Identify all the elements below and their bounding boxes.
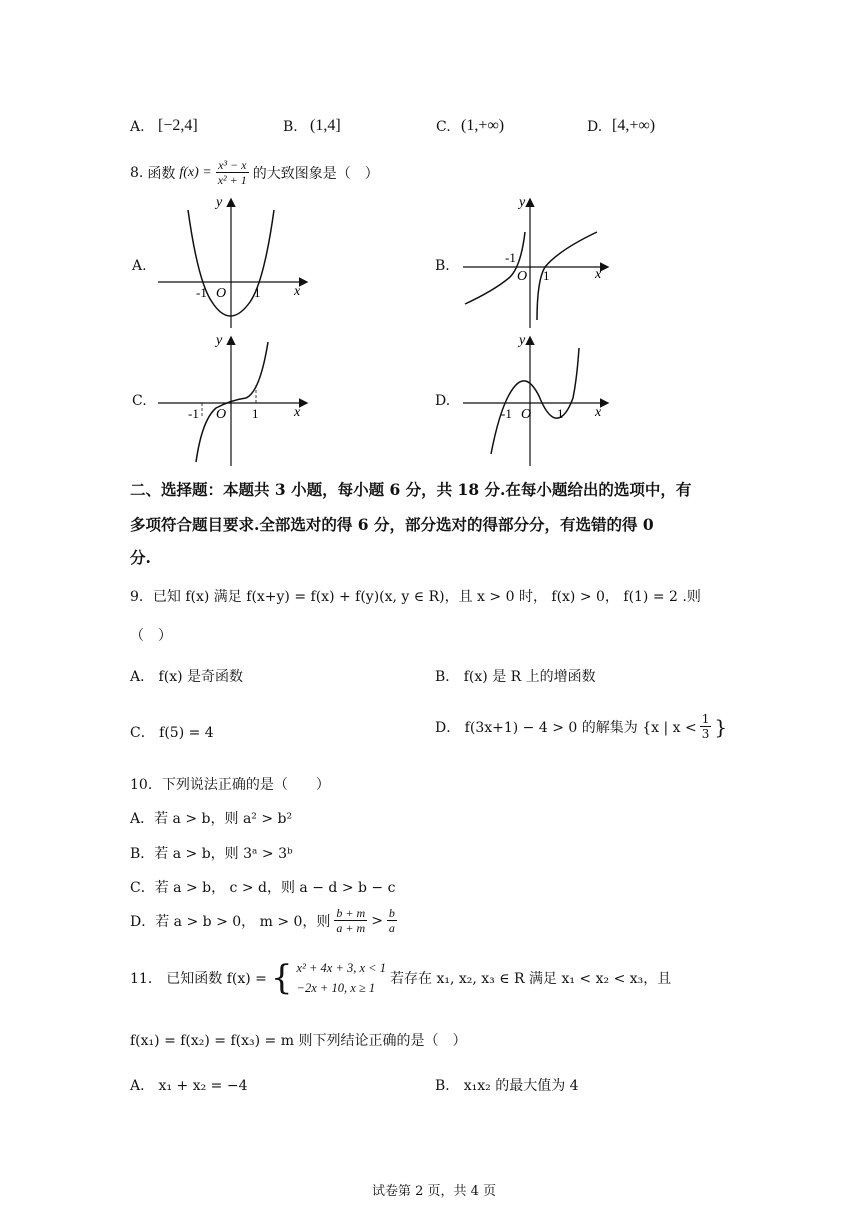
q9-option-d-end: } [714,714,728,739]
q7-option-d-label: D. [587,119,603,135]
q11-suffix: 若存在 x₁, x₂, x₃ ∈ R 满足 x₁ < x₂ < x₃，且 [390,971,672,987]
q10-option-c: C．若 a > b， c > d，则 a − d > b − c [130,880,396,896]
section2-line2: 多项符合题目要求.全部选对的得 6 分，部分选对的得部分分，有选错的得 0 [130,515,654,534]
q8-stem [130,158,379,187]
section2-line3: 分. [130,548,151,567]
graph-c-neg: -1 [188,406,199,421]
graph-c-y: y [216,333,223,348]
q8-number: 8. [130,164,144,181]
q8-graph-d-label: D. [435,393,451,409]
q7-option-c-value: (1,+∞) [461,117,505,134]
graph-d-origin: O [521,407,532,422]
q7-option-b-value: (1,4] [310,117,341,134]
q8-graph-c-label: C. [132,393,147,409]
graph-b [455,192,625,332]
graph-b-x: x [595,267,602,282]
q11-cases [297,958,386,998]
q11-line2: f(x₁) = f(x₂) = f(x₃) = m 则下列结论正确的是（ ） [130,1033,467,1049]
q10-option-d-left-fraction [334,906,367,935]
q9-option-d-text: D． f(3x+1) − 4 > 0 的解集为 {x | x < [435,719,697,736]
graph-d [455,330,625,470]
graph-c-origin: O [216,407,227,422]
q9-option-d-num: 1 [701,712,710,726]
graph-d-y: y [519,333,526,348]
graph-d-x: x [595,405,602,420]
q10-option-d-lden: a + m [336,921,366,935]
graph-a-x: x [294,284,301,299]
q8-graph-a-label: A. [132,258,147,274]
graph-d-curve [491,348,579,454]
graph-c-curve [196,342,268,462]
q10-option-d-lnum: b + m [336,906,366,920]
graph-d-pos: 1 [557,406,564,421]
q7-option-a-value: [−2,4] [158,117,198,134]
q10-option-d-gt: > [371,912,383,929]
q7-option-c-label: C. [436,119,451,135]
q10-stem: 10．下列说法正确的是（ ） [130,777,330,793]
graph-a-origin: O [216,286,227,301]
graph-a [150,192,320,332]
q11-prefix: 11． 已知函数 f(x) = [130,971,267,987]
q7-option-d-value: [4,+∞) [612,117,656,134]
q11-case2: −2x + 10, x ≥ 1 [296,981,376,995]
q8-denominator: x² + 1 [217,173,247,187]
q10-option-d [130,906,397,935]
q10-option-d-text: D．若 a > b > 0， m > 0，则 [130,913,331,930]
graph-a-neg: -1 [196,285,207,300]
q11-stem [130,958,671,998]
q7-option-a-label: A. [130,119,145,135]
q10-option-d-rnum: b [388,906,395,920]
q10-option-b: B．若 a > b，则 3ᵃ > 3ᵇ [130,846,293,862]
q11-brace: { [270,958,293,998]
graph-b-left-curve [465,232,528,304]
graph-b-y: y [519,195,526,210]
graph-d-neg: -1 [501,406,512,421]
graph-a-y: y [216,195,223,210]
graph-c-pos: 1 [252,406,259,421]
q9-option-b: B． f(x) 是 R 上的增函数 [435,669,596,685]
q11-option-b: B． x₁x₂ 的最大值为 4 [435,1078,579,1094]
graph-c-x: x [294,405,301,420]
q7-option-b-label: B. [283,119,298,135]
q9-option-a: A． f(x) 是奇函数 [130,669,244,685]
q10-option-d-right-fraction [387,906,397,935]
q11-case1: x² + 4x + 3, x < 1 [296,961,386,975]
q10-option-d-rden: a [388,921,395,935]
q9-option-d-den: 3 [701,727,710,741]
q9-option-d [435,712,727,741]
q8-suffix: 的大致图象是（ ） [252,165,379,182]
graph-a-pos: 1 [254,285,261,300]
q9-stem: 9．已知 f(x) 满足 f(x+y) = f(x) + f(y)(x, y ∈ R)，且 x > 0 时， f(x) > 0， f(1) = 2 .则 [130,589,701,605]
graph-c [150,330,320,470]
q8-graph-b-label: B. [435,258,450,274]
q8-func: f(x) = [179,164,212,180]
q8-fraction [216,158,249,187]
graph-b-pos: 1 [543,268,550,283]
q9-paren: （ ） [130,628,172,644]
page-footer: 试卷第 2 页，共 4 页 [371,1184,497,1199]
q9-option-c: C． f(5) = 4 [130,725,214,741]
graph-b-neg: -1 [505,250,516,265]
q11-option-a: A． x₁ + x₂ = −4 [130,1078,248,1094]
q9-option-d-fraction [700,712,712,741]
section2-line1: 二、选择题：本题共 3 小题，每小题 6 分，共 18 分.在每小题给出的选项中，有 [130,480,692,499]
q8-prefix: 函数 [147,165,176,182]
graph-b-origin: O [517,269,528,284]
q8-numerator: x³ − x [216,158,249,173]
q10-option-a: A．若 a > b，则 a² > b² [130,811,293,827]
